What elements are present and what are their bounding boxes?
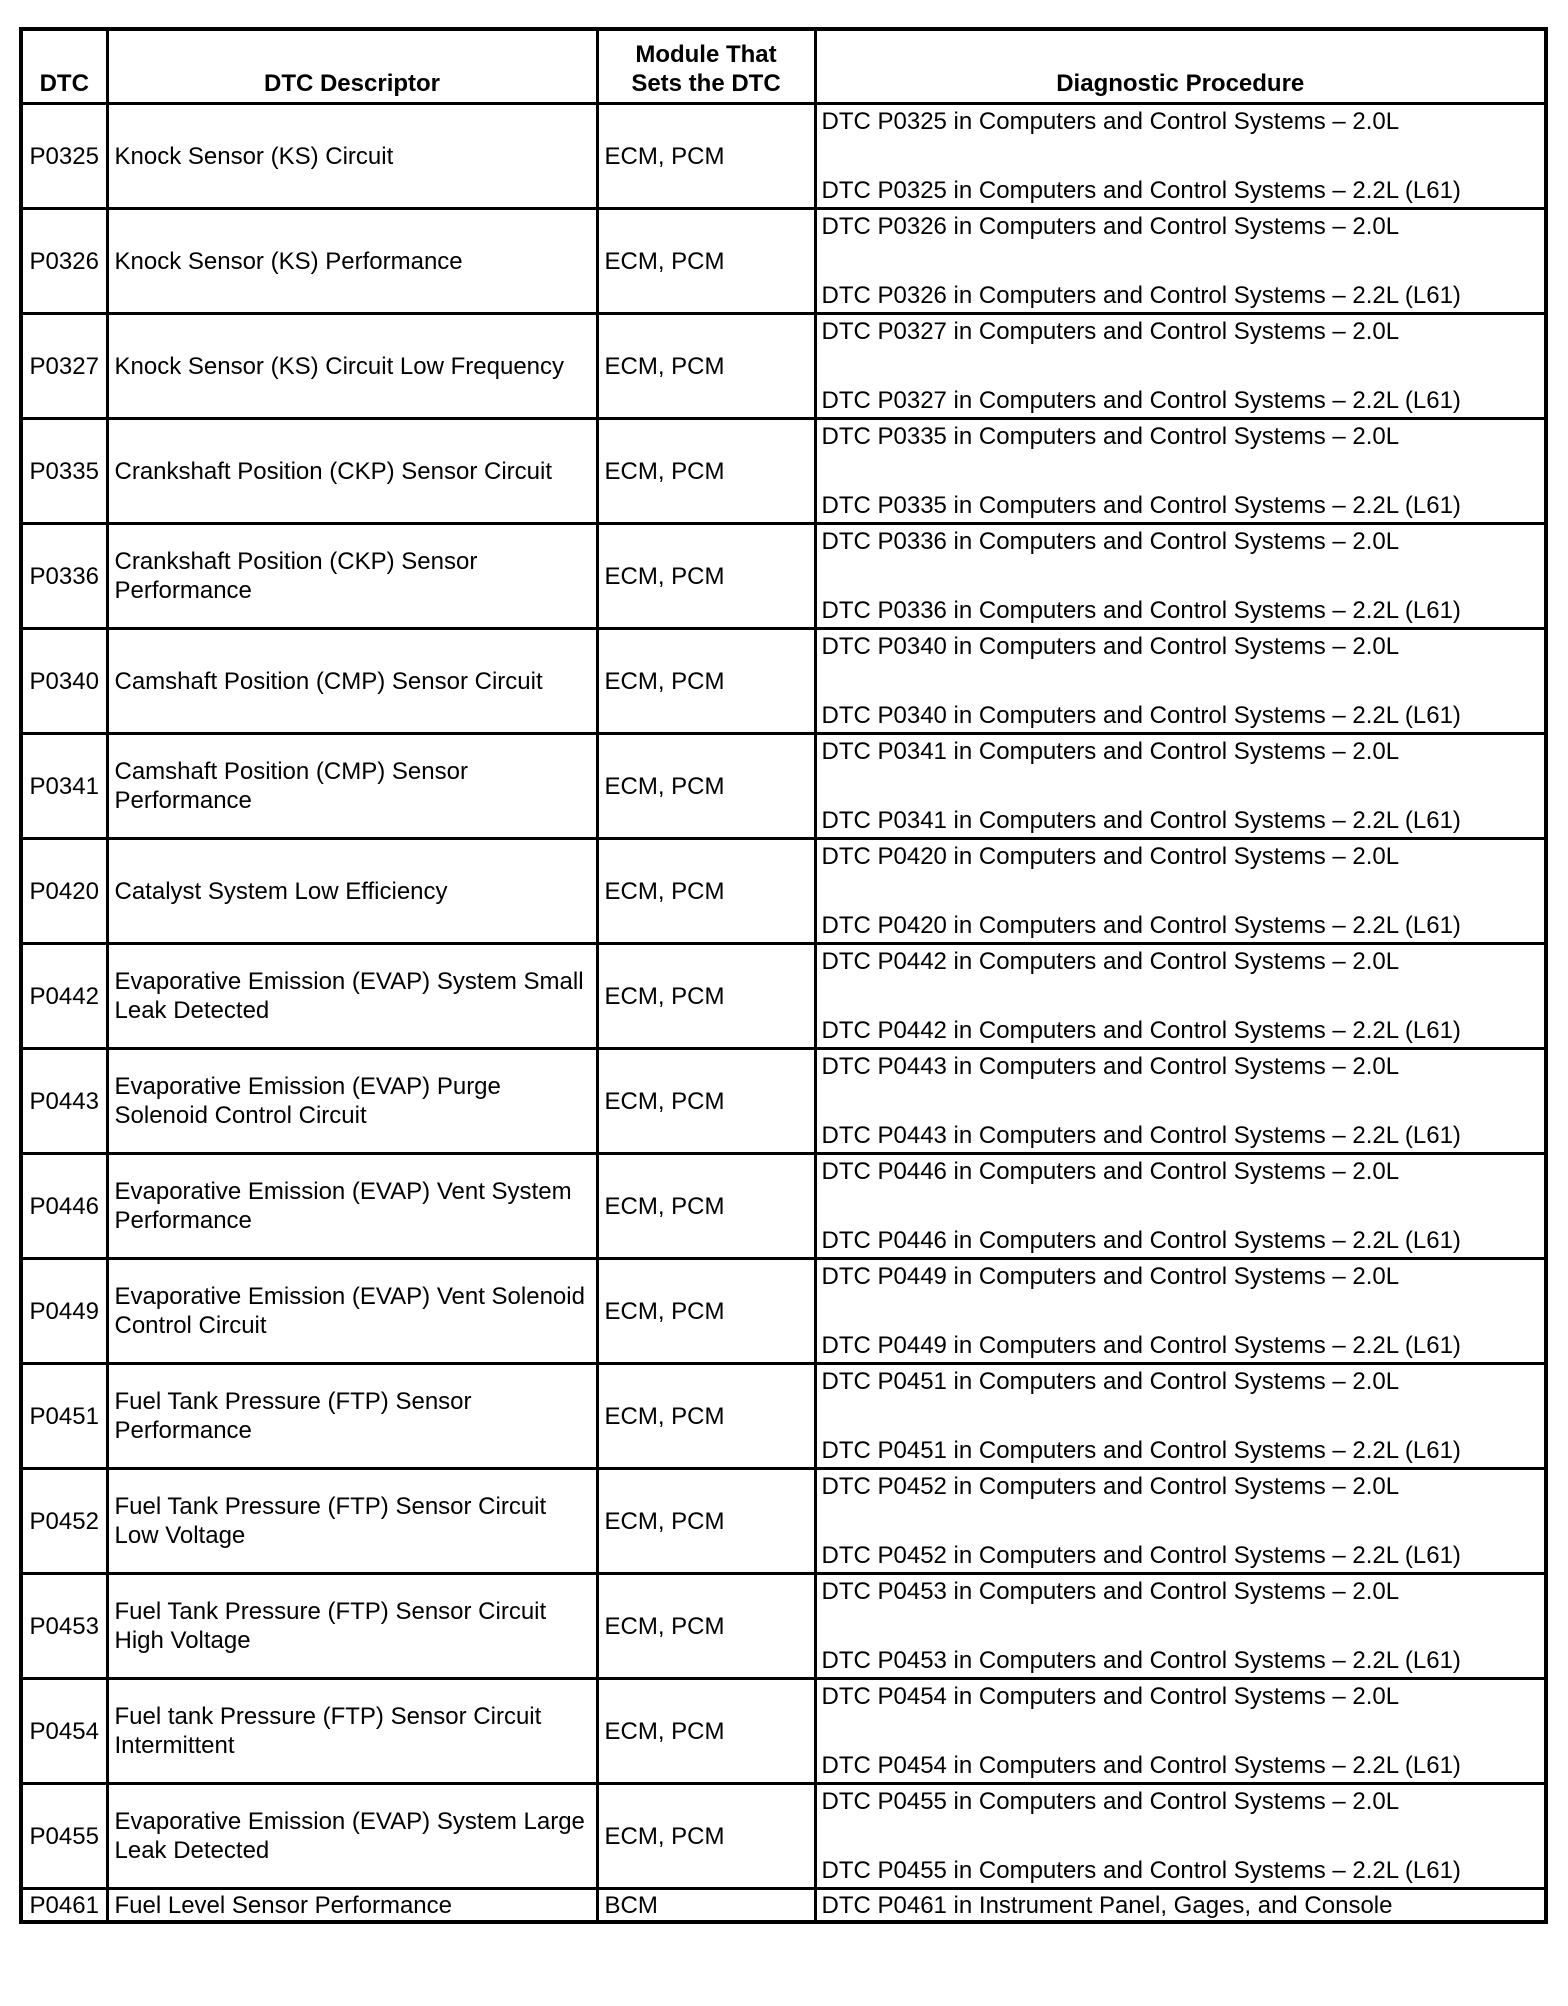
module-cell: ECM, PCM: [597, 1364, 815, 1469]
procedure-reference: DTC P0420 in Computers and Control Systems – 2.0L: [821, 843, 1400, 870]
procedure-list: [822, 315, 1540, 417]
table-row: [21, 1364, 1546, 1469]
diagnostic-procedure-cell: [815, 1364, 1546, 1469]
header-module-line1: Module That: [635, 41, 777, 68]
module-cell: ECM, PCM: [597, 629, 815, 734]
diagnostic-procedure-cell: [815, 419, 1546, 524]
table-row: [21, 524, 1546, 629]
dtc-code-cell: P0454: [21, 1679, 107, 1784]
diagnostic-procedure-cell: [815, 1049, 1546, 1154]
dtc-code-cell: P0326: [21, 209, 107, 314]
table-row: [21, 944, 1546, 1049]
procedure-reference: DTC P0336 in Computers and Control Systems – 2.2L (L61): [821, 597, 1461, 624]
dtc-descriptor-cell: Evaporative Emission (EVAP) System Small Leak Detected: [107, 944, 597, 1049]
module-cell: ECM, PCM: [597, 419, 815, 524]
dtc-code-cell: P0449: [21, 1259, 107, 1364]
dtc-code-cell: P0446: [21, 1154, 107, 1259]
header-procedure: Diagnostic Procedure: [815, 29, 1546, 104]
table-row: [21, 419, 1546, 524]
diagnostic-procedure-cell: [815, 314, 1546, 419]
header-row: [21, 29, 1546, 104]
table-row: [21, 1469, 1546, 1574]
diagnostic-procedure-cell: [815, 1259, 1546, 1364]
procedure-list: [822, 1155, 1540, 1257]
diagnostic-procedure-cell: [815, 1679, 1546, 1784]
dtc-descriptor-cell: Knock Sensor (KS) Circuit Low Frequency: [107, 314, 597, 419]
module-cell: ECM, PCM: [597, 524, 815, 629]
procedure-reference: DTC P0340 in Computers and Control Systems – 2.0L: [821, 633, 1400, 660]
dtc-descriptor-cell: Evaporative Emission (EVAP) Vent Solenoid Control Circuit: [107, 1259, 597, 1364]
procedure-reference: DTC P0340 in Computers and Control Systems – 2.2L (L61): [821, 702, 1461, 729]
dtc-table: [19, 27, 1548, 1924]
procedure-reference: DTC P0443 in Computers and Control Systems – 2.0L: [821, 1053, 1400, 1080]
procedure-list: [822, 840, 1540, 942]
procedure-reference: DTC P0449 in Computers and Control Systems – 2.0L: [821, 1263, 1400, 1290]
dtc-code-cell: P0420: [21, 839, 107, 944]
procedure-reference: DTC P0454 in Computers and Control Systems – 2.0L: [821, 1683, 1400, 1710]
procedure-reference: DTC P0449 in Computers and Control Systems – 2.2L (L61): [821, 1332, 1461, 1359]
procedure-reference: DTC P0451 in Computers and Control Systems – 2.2L (L61): [821, 1437, 1461, 1464]
module-cell: ECM, PCM: [597, 839, 815, 944]
table-row: [21, 1889, 1546, 1923]
table-row: [21, 1154, 1546, 1259]
module-cell: BCM: [597, 1889, 815, 1923]
dtc-descriptor-cell: Catalyst System Low Efficiency: [107, 839, 597, 944]
diagnostic-procedure-cell: [815, 104, 1546, 209]
dtc-descriptor-cell: Evaporative Emission (EVAP) Purge Solenoid Control Circuit: [107, 1049, 597, 1154]
procedure-list: [822, 1575, 1540, 1677]
procedure-list: [822, 1785, 1540, 1887]
procedure-list: [822, 525, 1540, 627]
module-cell: ECM, PCM: [597, 1259, 815, 1364]
diagnostic-procedure-cell: [815, 734, 1546, 839]
procedure-list: [822, 420, 1540, 522]
diagnostic-procedure-cell: [815, 1574, 1546, 1679]
header-module-line2: Sets the DTC: [631, 70, 781, 97]
dtc-code-cell: P0325: [21, 104, 107, 209]
table-body: [21, 104, 1546, 1923]
procedure-reference: DTC P0325 in Computers and Control Systems – 2.0L: [821, 108, 1400, 135]
diagnostic-procedure-cell: [815, 209, 1546, 314]
diagnostic-procedure-cell: [815, 839, 1546, 944]
dtc-code-cell: P0335: [21, 419, 107, 524]
procedure-reference: DTC P0443 in Computers and Control Systems – 2.2L (L61): [821, 1122, 1461, 1149]
dtc-code-cell: P0461: [21, 1889, 107, 1923]
procedure-reference: DTC P0335 in Computers and Control Systems – 2.2L (L61): [821, 492, 1461, 519]
table-row: [21, 629, 1546, 734]
dtc-code-cell: P0341: [21, 734, 107, 839]
diagnostic-procedure-cell: [815, 1469, 1546, 1574]
dtc-descriptor-cell: Knock Sensor (KS) Circuit: [107, 104, 597, 209]
table-row: [21, 314, 1546, 419]
module-cell: ECM, PCM: [597, 1154, 815, 1259]
header-module: [597, 29, 815, 104]
procedure-reference: DTC P0326 in Computers and Control Systems – 2.0L: [821, 213, 1400, 240]
procedure-reference: DTC P0336 in Computers and Control Systems – 2.0L: [821, 528, 1400, 555]
dtc-descriptor-cell: Evaporative Emission (EVAP) Vent System Performance: [107, 1154, 597, 1259]
module-cell: ECM, PCM: [597, 1574, 815, 1679]
diagnostic-procedure-cell: [815, 629, 1546, 734]
procedure-reference: DTC P0453 in Computers and Control Systems – 2.2L (L61): [821, 1647, 1461, 1674]
module-cell: ECM, PCM: [597, 209, 815, 314]
module-cell: ECM, PCM: [597, 1679, 815, 1784]
procedure-reference: DTC P0454 in Computers and Control Systems – 2.2L (L61): [821, 1752, 1461, 1779]
dtc-descriptor-cell: Fuel Tank Pressure (FTP) Sensor Circuit Low Voltage: [107, 1469, 597, 1574]
diagnostic-procedure-cell: [815, 524, 1546, 629]
procedure-reference: DTC P0341 in Computers and Control Systems – 2.0L: [821, 738, 1400, 765]
procedure-list: [822, 1470, 1540, 1572]
procedure-reference: DTC P0455 in Computers and Control Systems – 2.0L: [821, 1788, 1400, 1815]
table-row: [21, 1574, 1546, 1679]
dtc-descriptor-cell: Camshaft Position (CMP) Sensor Circuit: [107, 629, 597, 734]
procedure-list: [822, 1260, 1540, 1362]
dtc-code-cell: P0452: [21, 1469, 107, 1574]
dtc-code-cell: P0453: [21, 1574, 107, 1679]
procedure-reference: DTC P0446 in Computers and Control Systems – 2.2L (L61): [821, 1227, 1461, 1254]
procedure-reference: DTC P0326 in Computers and Control Systems – 2.2L (L61): [821, 282, 1461, 309]
dtc-descriptor-cell: Fuel Tank Pressure (FTP) Sensor Circuit High Voltage: [107, 1574, 597, 1679]
dtc-code-cell: P0336: [21, 524, 107, 629]
dtc-code-cell: P0451: [21, 1364, 107, 1469]
procedure-list: [822, 105, 1540, 207]
procedure-reference: DTC P0461 in Instrument Panel, Gages, and Console: [821, 1891, 1393, 1919]
procedure-reference: DTC P0453 in Computers and Control Systems – 2.0L: [821, 1578, 1400, 1605]
module-cell: ECM, PCM: [597, 314, 815, 419]
procedure-list: [822, 1050, 1540, 1152]
procedure-reference: DTC P0442 in Computers and Control Systems – 2.0L: [821, 948, 1400, 975]
procedure-reference: DTC P0452 in Computers and Control Systems – 2.0L: [821, 1473, 1400, 1500]
dtc-descriptor-cell: Crankshaft Position (CKP) Sensor Circuit: [107, 419, 597, 524]
header-dtc: DTC: [21, 29, 107, 104]
procedure-reference: DTC P0452 in Computers and Control Systems – 2.2L (L61): [821, 1542, 1461, 1569]
dtc-descriptor-cell: Camshaft Position (CMP) Sensor Performance: [107, 734, 597, 839]
dtc-descriptor-cell: Knock Sensor (KS) Performance: [107, 209, 597, 314]
module-cell: ECM, PCM: [597, 1784, 815, 1889]
dtc-descriptor-cell: Fuel Level Sensor Performance: [107, 1889, 597, 1923]
procedure-list: [822, 630, 1540, 732]
dtc-code-cell: P0327: [21, 314, 107, 419]
dtc-descriptor-cell: Crankshaft Position (CKP) Sensor Performance: [107, 524, 597, 629]
dtc-descriptor-cell: Evaporative Emission (EVAP) System Large Leak Detected: [107, 1784, 597, 1889]
dtc-code-cell: P0442: [21, 944, 107, 1049]
procedure-reference: DTC P0327 in Computers and Control Systems – 2.2L (L61): [821, 387, 1461, 414]
procedure-list: [822, 1680, 1540, 1782]
diagnostic-procedure-cell: [815, 1784, 1546, 1889]
dtc-code-cell: P0455: [21, 1784, 107, 1889]
procedure-reference: DTC P0451 in Computers and Control Systems – 2.0L: [821, 1368, 1400, 1395]
table-row: [21, 839, 1546, 944]
table-row: [21, 104, 1546, 209]
header-descriptor: DTC Descriptor: [107, 29, 597, 104]
procedure-reference: DTC P0446 in Computers and Control Systems – 2.0L: [821, 1158, 1400, 1185]
procedure-reference: DTC P0341 in Computers and Control Systems – 2.2L (L61): [821, 807, 1461, 834]
table-row: [21, 734, 1546, 839]
procedure-list: [822, 1365, 1540, 1467]
table-row: [21, 209, 1546, 314]
table-row: [21, 1679, 1546, 1784]
procedure-list: [822, 1890, 1540, 1920]
module-cell: ECM, PCM: [597, 1469, 815, 1574]
procedure-reference: DTC P0455 in Computers and Control Systems – 2.2L (L61): [821, 1857, 1461, 1884]
table-row: [21, 1259, 1546, 1364]
module-cell: ECM, PCM: [597, 104, 815, 209]
table-row: [21, 1049, 1546, 1154]
module-cell: ECM, PCM: [597, 734, 815, 839]
diagnostic-procedure-cell: [815, 944, 1546, 1049]
diagnostic-procedure-cell: [815, 1889, 1546, 1923]
module-cell: ECM, PCM: [597, 1049, 815, 1154]
procedure-reference: DTC P0442 in Computers and Control Systems – 2.2L (L61): [821, 1017, 1461, 1044]
dtc-descriptor-cell: Fuel Tank Pressure (FTP) Sensor Performance: [107, 1364, 597, 1469]
dtc-code-cell: P0443: [21, 1049, 107, 1154]
procedure-list: [822, 210, 1540, 312]
procedure-list: [822, 945, 1540, 1047]
procedure-reference: DTC P0327 in Computers and Control Systems – 2.0L: [821, 318, 1400, 345]
table-row: [21, 1784, 1546, 1889]
dtc-descriptor-cell: Fuel tank Pressure (FTP) Sensor Circuit Intermittent: [107, 1679, 597, 1784]
dtc-code-cell: P0340: [21, 629, 107, 734]
procedure-reference: DTC P0420 in Computers and Control Systems – 2.2L (L61): [821, 912, 1461, 939]
procedure-reference: DTC P0325 in Computers and Control Systems – 2.2L (L61): [821, 177, 1461, 204]
module-cell: ECM, PCM: [597, 944, 815, 1049]
procedure-list: [822, 735, 1540, 837]
procedure-reference: DTC P0335 in Computers and Control Systems – 2.0L: [821, 423, 1400, 450]
diagnostic-procedure-cell: [815, 1154, 1546, 1259]
